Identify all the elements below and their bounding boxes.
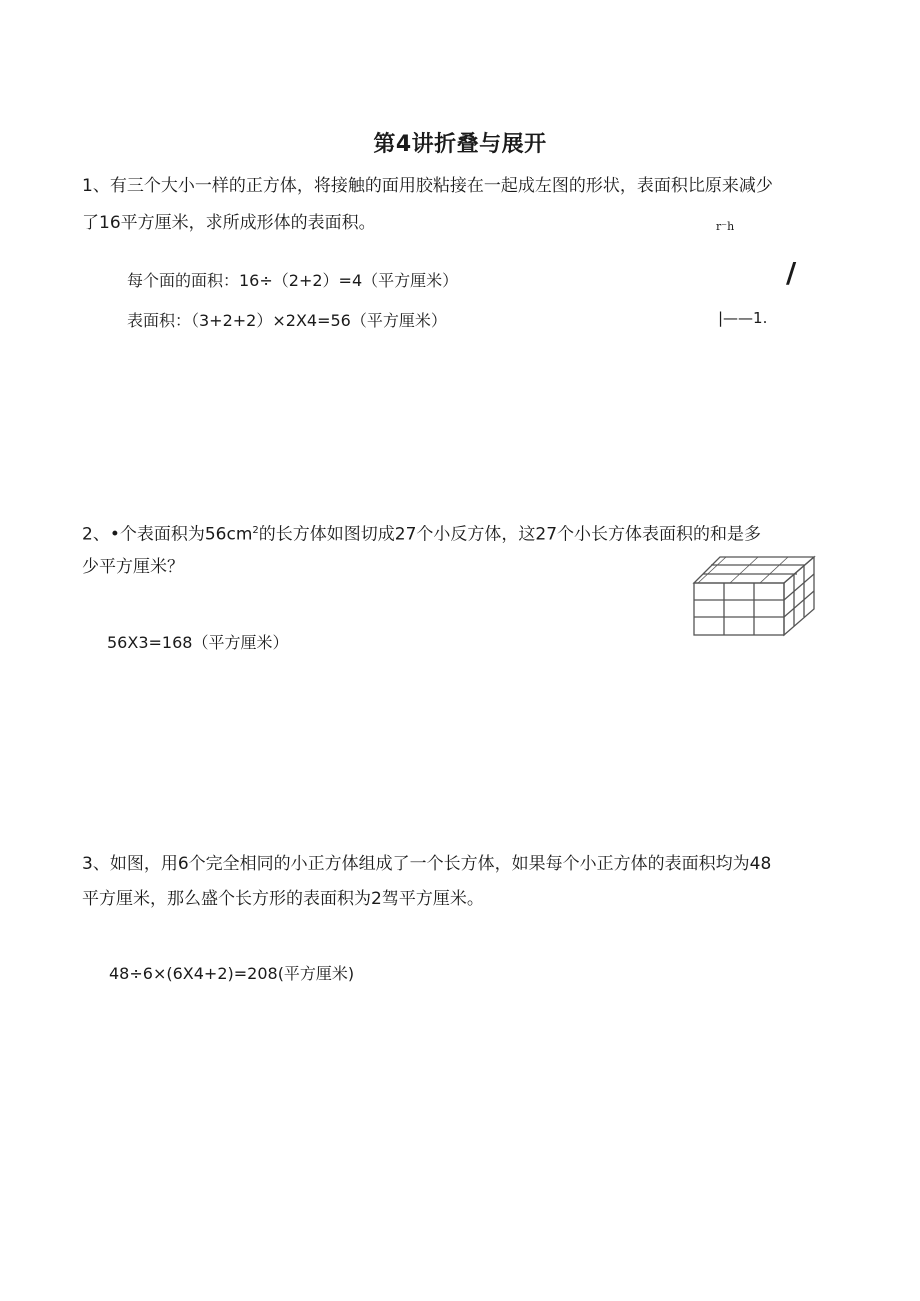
question-1-answer-1: 每个面的面积：16÷（2+2）=4（平方厘米）	[127, 271, 459, 290]
superscript-2: 2	[252, 525, 259, 536]
question-2-answer: 56X3=168（平方厘米）	[107, 633, 289, 652]
question-1-line-1: 1、有三个大小一样的正方体，将接触的面用胶粘接在一起成左图的形状，表面积比原来减少	[82, 176, 773, 196]
question-3-line-1: 3、如图，用6个完全相同的小正方体组成了一个长方体，如果每个小正方体的表面积均为48	[82, 854, 772, 874]
question-3-line-2: 平方厘米，那么盛个长方形的表面积为2驾平方厘米。	[82, 889, 484, 909]
page-title: 第4讲折叠与展开	[373, 132, 547, 157]
cuboid-grid-figure	[690, 553, 820, 639]
question-3-answer: 48÷6×(6X4+2)=208(平方厘米)	[109, 964, 355, 983]
figure-1-fragment-bottom: |——1.	[718, 309, 768, 327]
question-2-line-2: 少平方厘米？	[82, 557, 184, 577]
question-2-line-1	[82, 514, 761, 552]
question-1-line-2: 了16平方厘米，求所成形体的表面积。	[82, 213, 376, 233]
cuboid-front-face	[694, 583, 784, 635]
question-1-answer-2: 表面积：（3+2+2）×2X4=56（平方厘米）	[127, 311, 447, 330]
question-2-line-1-start: 2、•个表面积为56cm	[82, 524, 253, 545]
figure-1-fragment-top: r⁻h	[716, 220, 735, 233]
question-2-line-1-end: 的长方体如图切成27个小反方体，这27个小长方体表面积的和是多	[258, 524, 762, 545]
figure-1-fragment-slash: /	[786, 256, 797, 289]
